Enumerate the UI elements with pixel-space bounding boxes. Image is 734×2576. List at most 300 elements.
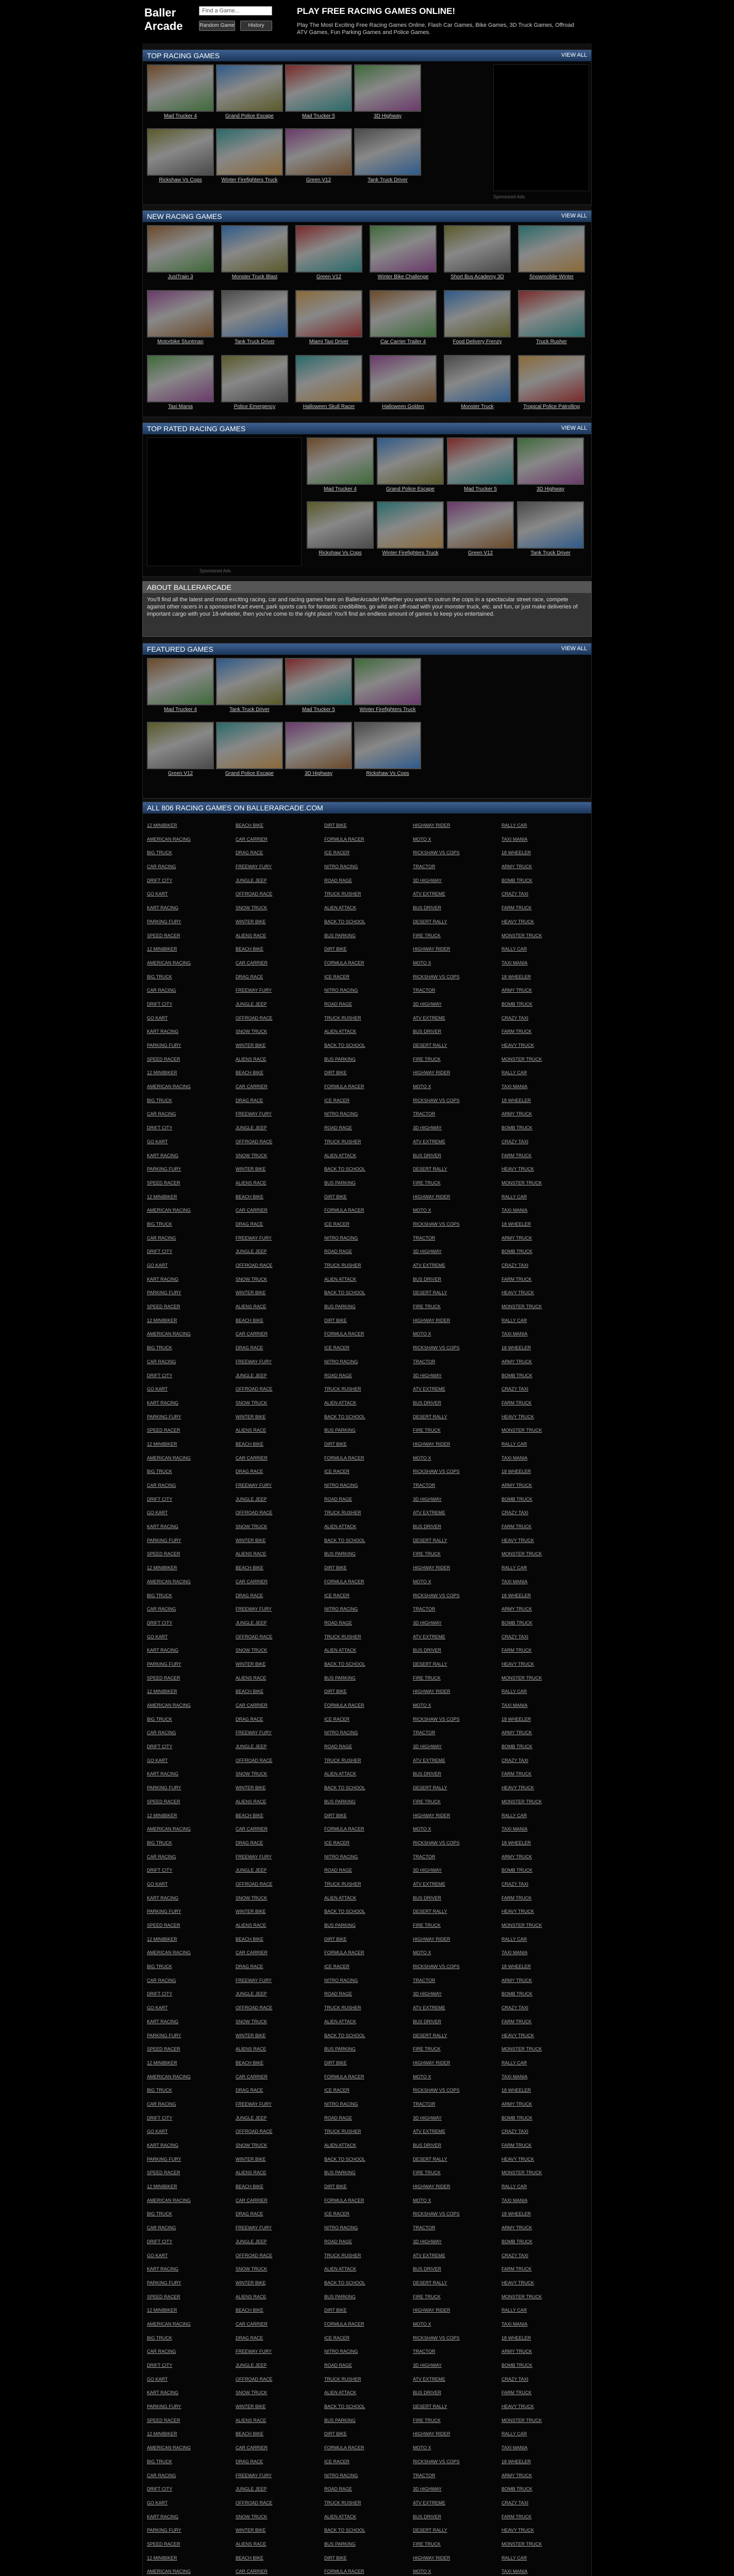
game-link[interactable]: JUNGLE JEEP — [236, 1249, 267, 1255]
game-link[interactable]: AMERICAN RACING — [147, 1455, 191, 1461]
game-link[interactable]: BIG TRUCK — [147, 1592, 172, 1598]
game-link[interactable]: SNOW TRUCK — [236, 905, 268, 911]
game-link[interactable]: HIGHWAY RIDER — [413, 1689, 451, 1694]
game-link[interactable]: HIGHWAY RIDER — [413, 1194, 451, 1199]
game-link[interactable]: DESERT RALLY — [413, 1043, 447, 1048]
game-link[interactable]: HIGHWAY RIDER — [413, 1936, 451, 1942]
game-link[interactable]: BEACH BIKE — [236, 1936, 264, 1942]
game-link[interactable]: DIRT BIKE — [324, 2431, 347, 2437]
game-link[interactable]: CRAZY TAXI — [502, 2129, 529, 2134]
game-link[interactable]: AMERICAN RACING — [147, 2569, 191, 2574]
game-link[interactable]: DIRT BIKE — [324, 1936, 347, 1942]
game-link[interactable]: ROAD RAGE — [324, 1372, 353, 1378]
game-thumbnail-image[interactable] — [377, 437, 444, 485]
game-thumb[interactable] — [354, 722, 421, 776]
game-link[interactable]: ARMY TRUCK — [502, 988, 532, 993]
view-all-link[interactable]: VIEW ALL — [561, 646, 587, 652]
game-link[interactable]: DESERT RALLY — [413, 1661, 447, 1667]
game-link[interactable]: JUNGLE JEEP — [236, 877, 267, 883]
game-link[interactable]: SPEED RACER — [147, 1428, 180, 1433]
game-link[interactable]: OFFROAD RACE — [236, 1015, 273, 1021]
game-link[interactable]: ALIENS RACE — [236, 1428, 266, 1433]
game-link[interactable]: TRACTOR — [413, 1359, 436, 1364]
game-link[interactable]: TAXI MANIA — [502, 1579, 528, 1584]
game-link[interactable]: GO KART — [147, 1015, 168, 1021]
game-link[interactable]: CAR CARRIER — [236, 1703, 268, 1708]
game-link[interactable]: MOTO X — [413, 960, 431, 965]
game-link[interactable]: BIG TRUCK — [147, 850, 172, 856]
game-link[interactable]: NITRO RACING — [324, 2225, 358, 2231]
game-link[interactable]: HEAVY TRUCK — [502, 1166, 535, 1172]
game-link[interactable]: AMERICAN RACING — [147, 1579, 191, 1584]
game-link[interactable]: ATV EXTREME — [413, 2376, 445, 2382]
ad-slot[interactable] — [147, 437, 302, 566]
game-link[interactable]: SPEED RACER — [147, 1056, 180, 1062]
game-link[interactable]: 12 MINIBIKER — [147, 1565, 177, 1571]
game-link[interactable]: DRIFT CITY — [147, 2115, 173, 2121]
game-link[interactable]: CAR CARRIER — [236, 1579, 268, 1584]
game-link[interactable]: BIG TRUCK — [147, 1716, 172, 1722]
game-thumbnail-image[interactable] — [285, 658, 352, 705]
game-title-link[interactable]: Motorbike Stuntman — [157, 339, 204, 345]
game-link[interactable]: MONSTER TRUCK — [502, 1923, 542, 1928]
game-link[interactable]: NITRO RACING — [324, 1359, 358, 1364]
game-link[interactable]: FARM TRUCK — [502, 1895, 532, 1901]
game-link[interactable]: BUS PARKING — [324, 2046, 356, 2052]
game-link[interactable]: RALLY CAR — [502, 1317, 527, 1323]
game-link[interactable]: ICE RACER — [324, 1964, 350, 1970]
game-link[interactable]: MONSTER TRUCK — [502, 1675, 542, 1681]
game-link[interactable]: BEACH BIKE — [236, 1317, 264, 1323]
game-thumbnail-image[interactable] — [147, 128, 214, 176]
game-link[interactable]: DESERT RALLY — [413, 1414, 447, 1419]
game-link[interactable]: HEAVY TRUCK — [502, 919, 535, 924]
game-link[interactable]: ARMY TRUCK — [502, 1977, 532, 1983]
game-link[interactable]: 12 MINIBIKER — [147, 823, 177, 828]
game-thumbnail-image[interactable] — [216, 64, 283, 112]
game-link[interactable]: RICKSHAW VS COPS — [413, 1469, 460, 1475]
game-link[interactable]: PARKING FURY — [147, 1290, 181, 1296]
game-link[interactable]: FORMULA RACER — [324, 1950, 364, 1956]
game-link[interactable]: RALLY CAR — [502, 1070, 527, 1076]
game-link[interactable]: BIG TRUCK — [147, 1221, 172, 1227]
game-link[interactable]: ARMY TRUCK — [502, 1606, 532, 1612]
game-link[interactable]: BEACH BIKE — [236, 1565, 264, 1571]
game-link[interactable]: PARKING FURY — [147, 2280, 181, 2285]
game-link[interactable]: PARKING FURY — [147, 1043, 181, 1048]
game-link[interactable]: BEACH BIKE — [236, 2431, 264, 2437]
game-link[interactable]: AMERICAN RACING — [147, 1084, 191, 1090]
game-link[interactable]: FARM TRUCK — [502, 1400, 532, 1405]
game-link[interactable]: TRACTOR — [413, 1977, 436, 1983]
game-link[interactable]: ARMY TRUCK — [502, 2472, 532, 2478]
game-title-link[interactable]: Mad Trucker 4 — [324, 486, 357, 492]
game-link[interactable]: OFFROAD RACE — [236, 1757, 273, 1763]
game-thumb[interactable] — [147, 225, 214, 280]
game-link[interactable]: DIRT BIKE — [324, 2060, 347, 2065]
game-link[interactable]: 18 WHEELER — [502, 2459, 531, 2464]
game-link[interactable]: OFFROAD RACE — [236, 891, 273, 897]
game-link[interactable]: SNOW TRUCK — [236, 1771, 268, 1777]
game-link[interactable]: BUS DRIVER — [413, 2514, 442, 2519]
game-link[interactable]: TRACTOR — [413, 1483, 436, 1488]
game-link[interactable]: OFFROAD RACE — [236, 1386, 273, 1392]
game-link[interactable]: BEACH BIKE — [236, 2555, 264, 2561]
game-title-link[interactable]: Green V12 — [168, 771, 193, 776]
game-link[interactable]: WINTER BIKE — [236, 2032, 266, 2038]
game-link[interactable]: ATV EXTREME — [413, 2500, 445, 2505]
game-link[interactable]: 3D HIGHWAY — [413, 877, 442, 883]
game-link[interactable]: BIG TRUCK — [147, 2088, 172, 2093]
game-link[interactable]: ROAD RAGE — [324, 2239, 353, 2244]
game-link[interactable]: TAXI MANIA — [502, 1455, 528, 1461]
game-link[interactable]: CAR CARRIER — [236, 1455, 268, 1461]
game-link[interactable]: MONSTER TRUCK — [502, 2170, 542, 2176]
game-link[interactable]: TAXI MANIA — [502, 836, 528, 842]
game-link[interactable]: FORMULA RACER — [324, 1826, 364, 1832]
random-game-button[interactable]: Random Game — [199, 21, 235, 31]
game-link[interactable]: ICE RACER — [324, 2088, 350, 2093]
game-link[interactable]: ALIENS RACE — [236, 1799, 266, 1804]
game-link[interactable]: 12 MINIBIKER — [147, 1317, 177, 1323]
game-link[interactable]: FIRE TRUCK — [413, 2170, 441, 2176]
game-title-link[interactable]: Tank Truck Driver — [229, 707, 270, 713]
game-link[interactable]: CAR RACING — [147, 988, 176, 993]
game-link[interactable]: TRUCK RUSHER — [324, 2376, 361, 2382]
game-link[interactable]: SPEED RACER — [147, 2294, 180, 2299]
game-link[interactable]: CAR RACING — [147, 1111, 176, 1117]
game-link[interactable]: 12 MINIBIKER — [147, 2184, 177, 2190]
game-link[interactable]: PARKING FURY — [147, 1166, 181, 1172]
game-thumb[interactable] — [307, 501, 374, 556]
game-link[interactable]: 3D HIGHWAY — [413, 2115, 442, 2121]
game-link[interactable]: FREEWAY FURY — [236, 1977, 272, 1983]
game-link[interactable]: FARM TRUCK — [502, 1153, 532, 1158]
game-link[interactable]: DRAG RACE — [236, 1716, 263, 1722]
game-link[interactable]: SPEED RACER — [147, 933, 180, 938]
game-link[interactable]: OFFROAD RACE — [236, 1510, 273, 1516]
game-thumb[interactable] — [285, 64, 352, 119]
game-link[interactable]: TRUCK RUSHER — [324, 1386, 361, 1392]
game-link[interactable]: DRIFT CITY — [147, 1991, 173, 1997]
game-link[interactable]: FORMULA RACER — [324, 2321, 364, 2327]
game-link[interactable]: WINTER BIKE — [236, 1785, 266, 1791]
game-link[interactable]: BIG TRUCK — [147, 1840, 172, 1845]
game-thumbnail-image[interactable] — [147, 722, 214, 769]
game-thumbnail-image[interactable] — [370, 225, 437, 273]
game-link[interactable]: BUS DRIVER — [413, 2143, 442, 2148]
game-link[interactable]: BOMB TRUCK — [502, 2115, 532, 2121]
game-thumb[interactable] — [518, 290, 585, 345]
game-link[interactable]: TRUCK RUSHER — [324, 1634, 361, 1639]
game-link[interactable]: CAR RACING — [147, 864, 176, 870]
game-link[interactable]: HIGHWAY RIDER — [413, 1565, 451, 1571]
game-link[interactable]: KART RACING — [147, 1771, 179, 1777]
game-link[interactable]: 18 WHEELER — [502, 850, 531, 856]
game-link[interactable]: MONSTER TRUCK — [502, 2541, 542, 2547]
game-thumb[interactable] — [285, 128, 352, 183]
game-link[interactable]: PARKING FURY — [147, 1785, 181, 1791]
game-link[interactable]: SPEED RACER — [147, 1180, 180, 1185]
game-link[interactable]: 12 MINIBIKER — [147, 1812, 177, 1818]
game-link[interactable]: 12 MINIBIKER — [147, 2555, 177, 2561]
view-all-link[interactable]: VIEW ALL — [561, 52, 587, 58]
game-thumb[interactable] — [517, 501, 584, 556]
game-title-link[interactable]: Taxi Mania — [168, 404, 193, 410]
game-link[interactable]: JUNGLE JEEP — [236, 1372, 267, 1378]
game-link[interactable]: FARM TRUCK — [502, 2266, 532, 2272]
game-link[interactable]: RALLY CAR — [502, 2308, 527, 2313]
game-link[interactable]: ATV EXTREME — [413, 1634, 445, 1639]
game-link[interactable]: TRACTOR — [413, 2225, 436, 2231]
game-link[interactable]: AMERICAN RACING — [147, 2197, 191, 2203]
game-link[interactable]: DRIFT CITY — [147, 1249, 173, 1255]
game-link[interactable]: RALLY CAR — [502, 2555, 527, 2561]
game-link[interactable]: HEAVY TRUCK — [502, 2032, 535, 2038]
game-link[interactable]: SNOW TRUCK — [236, 1029, 268, 1035]
game-link[interactable]: NITRO RACING — [324, 1111, 358, 1117]
game-title-link[interactable]: Truck Rusher — [536, 339, 567, 345]
game-link[interactable]: FREEWAY FURY — [236, 988, 272, 993]
game-title-link[interactable]: Winter Firefighters Truck — [382, 550, 439, 556]
game-link[interactable]: RALLY CAR — [502, 2431, 527, 2437]
game-title-link[interactable]: Green V12 — [316, 274, 342, 280]
game-thumbnail-image[interactable] — [285, 64, 352, 112]
game-link[interactable]: FREEWAY FURY — [236, 2349, 272, 2354]
game-link[interactable]: ICE RACER — [324, 2335, 350, 2341]
game-link[interactable]: SPEED RACER — [147, 1675, 180, 1681]
game-link[interactable]: CAR CARRIER — [236, 2321, 268, 2327]
game-thumb[interactable] — [221, 355, 288, 410]
game-link[interactable]: BACK TO SCHOOL — [324, 1909, 365, 1914]
game-thumbnail-image[interactable] — [370, 355, 437, 402]
game-link[interactable]: DIRT BIKE — [324, 823, 347, 828]
game-link[interactable]: TRUCK RUSHER — [324, 1139, 361, 1144]
game-link[interactable]: 3D HIGHWAY — [413, 1620, 442, 1625]
game-link[interactable]: HEAVY TRUCK — [502, 2528, 535, 2533]
game-link[interactable]: GO KART — [147, 1757, 168, 1763]
game-link[interactable]: 18 WHEELER — [502, 1840, 531, 1845]
game-link[interactable]: AMERICAN RACING — [147, 1826, 191, 1832]
game-link[interactable]: BUS PARKING — [324, 2541, 356, 2547]
game-link[interactable]: NITRO RACING — [324, 1235, 358, 1241]
game-link[interactable]: ATV EXTREME — [413, 2129, 445, 2134]
game-link[interactable]: FREEWAY FURY — [236, 2472, 272, 2478]
game-link[interactable]: MOTO X — [413, 1826, 431, 1832]
game-link[interactable]: DRAG RACE — [236, 2335, 263, 2341]
view-all-link[interactable]: VIEW ALL — [561, 425, 587, 431]
game-link[interactable]: 3D HIGHWAY — [413, 1496, 442, 1502]
game-link[interactable]: DIRT BIKE — [324, 1070, 347, 1076]
game-link[interactable]: DRIFT CITY — [147, 1496, 173, 1502]
game-link[interactable]: KART RACING — [147, 2390, 179, 2396]
game-link[interactable]: BOMB TRUCK — [502, 1372, 532, 1378]
game-link[interactable]: DESERT RALLY — [413, 1785, 447, 1791]
game-link[interactable]: ROAD RAGE — [324, 1001, 353, 1007]
game-link[interactable]: 12 MINIBIKER — [147, 1194, 177, 1199]
game-link[interactable]: RALLY CAR — [502, 1812, 527, 1818]
game-link[interactable]: TRUCK RUSHER — [324, 1263, 361, 1268]
game-link[interactable]: TRUCK RUSHER — [324, 1015, 361, 1021]
game-title-link[interactable]: Grand Police Escape — [225, 771, 274, 776]
game-link[interactable]: FIRE TRUCK — [413, 2046, 441, 2052]
game-link[interactable]: DESERT RALLY — [413, 2280, 447, 2285]
game-link[interactable]: BUS PARKING — [324, 1551, 356, 1557]
game-link[interactable]: DRAG RACE — [236, 974, 263, 979]
game-link[interactable]: 18 WHEELER — [502, 1592, 531, 1598]
game-link[interactable]: OFFROAD RACE — [236, 1634, 273, 1639]
game-link[interactable]: AMERICAN RACING — [147, 2445, 191, 2451]
game-link[interactable]: 3D HIGHWAY — [413, 1744, 442, 1750]
game-title-link[interactable]: 3D Highway — [305, 771, 332, 776]
game-thumbnail-image[interactable] — [285, 128, 352, 176]
game-link[interactable]: DRIFT CITY — [147, 2363, 173, 2368]
game-link[interactable]: MOTO X — [413, 2445, 431, 2451]
game-link[interactable]: MONSTER TRUCK — [502, 933, 542, 938]
game-link[interactable]: DIRT BIKE — [324, 2308, 347, 2313]
game-link[interactable]: CRAZY TAXI — [502, 1757, 529, 1763]
game-link[interactable]: MOTO X — [413, 1703, 431, 1708]
game-thumbnail-image[interactable] — [354, 658, 421, 705]
game-link[interactable]: BEACH BIKE — [236, 2184, 264, 2190]
game-link[interactable]: BUS PARKING — [324, 2170, 356, 2176]
game-link[interactable]: CRAZY TAXI — [502, 2252, 529, 2258]
game-link[interactable]: RALLY CAR — [502, 1689, 527, 1694]
game-link[interactable]: AMERICAN RACING — [147, 2321, 191, 2327]
game-title-link[interactable]: Mad Trucker 5 — [302, 113, 335, 119]
game-link[interactable]: FREEWAY FURY — [236, 1359, 272, 1364]
game-thumbnail-image[interactable] — [518, 355, 585, 402]
game-link[interactable]: MOTO X — [413, 836, 431, 842]
game-link[interactable]: BUS DRIVER — [413, 1771, 442, 1777]
game-link[interactable]: MOTO X — [413, 1455, 431, 1461]
game-thumbnail-image[interactable] — [517, 437, 584, 485]
game-link[interactable]: JUNGLE JEEP — [236, 1744, 267, 1750]
game-link[interactable]: CRAZY TAXI — [502, 891, 529, 897]
game-link[interactable]: 12 MINIBIKER — [147, 1441, 177, 1447]
game-link[interactable]: ALIENS RACE — [236, 2541, 266, 2547]
game-link[interactable]: BUS PARKING — [324, 1923, 356, 1928]
game-link[interactable]: JUNGLE JEEP — [236, 1001, 267, 1007]
game-link[interactable]: ROAD RAGE — [324, 2115, 353, 2121]
game-link[interactable]: FIRE TRUCK — [413, 933, 441, 938]
game-link[interactable]: ICE RACER — [324, 1840, 350, 1845]
game-link[interactable]: DRAG RACE — [236, 1097, 263, 1103]
game-link[interactable]: 18 WHEELER — [502, 1345, 531, 1351]
game-link[interactable]: SPEED RACER — [147, 1551, 180, 1557]
game-link[interactable]: TRACTOR — [413, 2101, 436, 2107]
game-link[interactable]: DRIFT CITY — [147, 2239, 173, 2244]
game-link[interactable]: RALLY CAR — [502, 823, 527, 828]
game-thumbnail-image[interactable] — [295, 355, 362, 402]
game-link[interactable]: FORMULA RACER — [324, 1703, 364, 1708]
game-link[interactable]: BOMB TRUCK — [502, 877, 532, 883]
game-link[interactable]: ARMY TRUCK — [502, 2225, 532, 2231]
game-link[interactable]: NITRO RACING — [324, 1730, 358, 1736]
game-link[interactable]: BUS PARKING — [324, 933, 356, 938]
game-title-link[interactable]: Monster Truck — [461, 404, 494, 410]
game-link[interactable]: MONSTER TRUCK — [502, 1304, 542, 1310]
game-link[interactable]: DRAG RACE — [236, 1469, 263, 1475]
game-link[interactable]: BACK TO SCHOOL — [324, 919, 365, 924]
game-link[interactable]: SPEED RACER — [147, 2046, 180, 2052]
game-link[interactable]: RALLY CAR — [502, 2184, 527, 2190]
game-thumb[interactable] — [370, 225, 437, 280]
game-title-link[interactable]: Mad Trucker 5 — [464, 486, 497, 492]
game-link[interactable]: BACK TO SCHOOL — [324, 2404, 365, 2410]
game-link[interactable]: FIRE TRUCK — [413, 1180, 441, 1185]
game-thumb[interactable] — [295, 290, 362, 345]
game-link[interactable]: FARM TRUCK — [502, 1648, 532, 1653]
game-thumbnail-image[interactable] — [444, 225, 511, 273]
game-link[interactable]: KART RACING — [147, 1029, 179, 1035]
game-thumb[interactable] — [147, 722, 214, 776]
game-thumb[interactable] — [307, 437, 374, 492]
game-link[interactable]: DIRT BIKE — [324, 1565, 347, 1571]
game-thumb[interactable] — [518, 225, 585, 280]
game-link[interactable]: TRACTOR — [413, 1854, 436, 1859]
game-thumbnail-image[interactable] — [518, 225, 585, 273]
game-link[interactable]: DRAG RACE — [236, 1592, 263, 1598]
game-link[interactable]: FIRE TRUCK — [413, 1799, 441, 1804]
game-link[interactable]: ALIENS RACE — [236, 2046, 266, 2052]
game-link[interactable]: SNOW TRUCK — [236, 1400, 268, 1405]
game-link[interactable]: ICE RACER — [324, 1716, 350, 1722]
game-thumbnail-image[interactable] — [444, 290, 511, 337]
game-link[interactable]: MONSTER TRUCK — [502, 2046, 542, 2052]
game-link[interactable]: TRUCK RUSHER — [324, 891, 361, 897]
game-link[interactable]: PARKING FURY — [147, 1537, 181, 1543]
game-link[interactable]: DRIFT CITY — [147, 1372, 173, 1378]
game-thumb[interactable] — [221, 290, 288, 345]
game-thumb[interactable] — [147, 290, 214, 345]
game-thumb[interactable] — [444, 355, 511, 410]
game-link[interactable]: FORMULA RACER — [324, 2445, 364, 2451]
game-thumb[interactable] — [370, 290, 437, 345]
game-link[interactable]: KART RACING — [147, 1153, 179, 1158]
game-link[interactable]: BUS DRIVER — [413, 1276, 442, 1282]
game-link[interactable]: CAR RACING — [147, 1235, 176, 1241]
game-link[interactable]: ROAD RAGE — [324, 877, 353, 883]
site-logo[interactable] — [144, 6, 196, 37]
game-thumb[interactable] — [216, 722, 283, 776]
game-link[interactable]: ROAD RAGE — [324, 1620, 353, 1625]
game-link[interactable]: TRUCK RUSHER — [324, 2129, 361, 2134]
game-link[interactable]: FARM TRUCK — [502, 2390, 532, 2396]
game-link[interactable]: TRUCK RUSHER — [324, 1510, 361, 1516]
game-link[interactable]: MONSTER TRUCK — [502, 1428, 542, 1433]
game-thumb[interactable] — [354, 128, 421, 183]
game-link[interactable]: WINTER BIKE — [236, 1166, 266, 1172]
game-thumbnail-image[interactable] — [216, 128, 283, 176]
game-link[interactable]: DRAG RACE — [236, 1221, 263, 1227]
game-link[interactable]: GO KART — [147, 1263, 168, 1268]
game-link[interactable]: BOMB TRUCK — [502, 1001, 532, 1007]
game-link[interactable]: ALIEN ATTACK — [324, 2266, 357, 2272]
game-link[interactable]: 3D HIGHWAY — [413, 2363, 442, 2368]
game-link[interactable]: ALIEN ATTACK — [324, 905, 357, 911]
game-link[interactable]: HIGHWAY RIDER — [413, 2431, 451, 2437]
game-link[interactable]: FREEWAY FURY — [236, 1235, 272, 1241]
game-link[interactable]: CAR RACING — [147, 1606, 176, 1612]
game-link[interactable]: HIGHWAY RIDER — [413, 1317, 451, 1323]
game-link[interactable]: ICE RACER — [324, 1097, 350, 1103]
game-link[interactable]: RICKSHAW VS COPS — [413, 1840, 460, 1845]
game-link[interactable]: HIGHWAY RIDER — [413, 2308, 451, 2313]
game-link[interactable]: HEAVY TRUCK — [502, 1785, 535, 1791]
game-link[interactable]: WINTER BIKE — [236, 2280, 266, 2285]
game-link[interactable]: SNOW TRUCK — [236, 2390, 268, 2396]
